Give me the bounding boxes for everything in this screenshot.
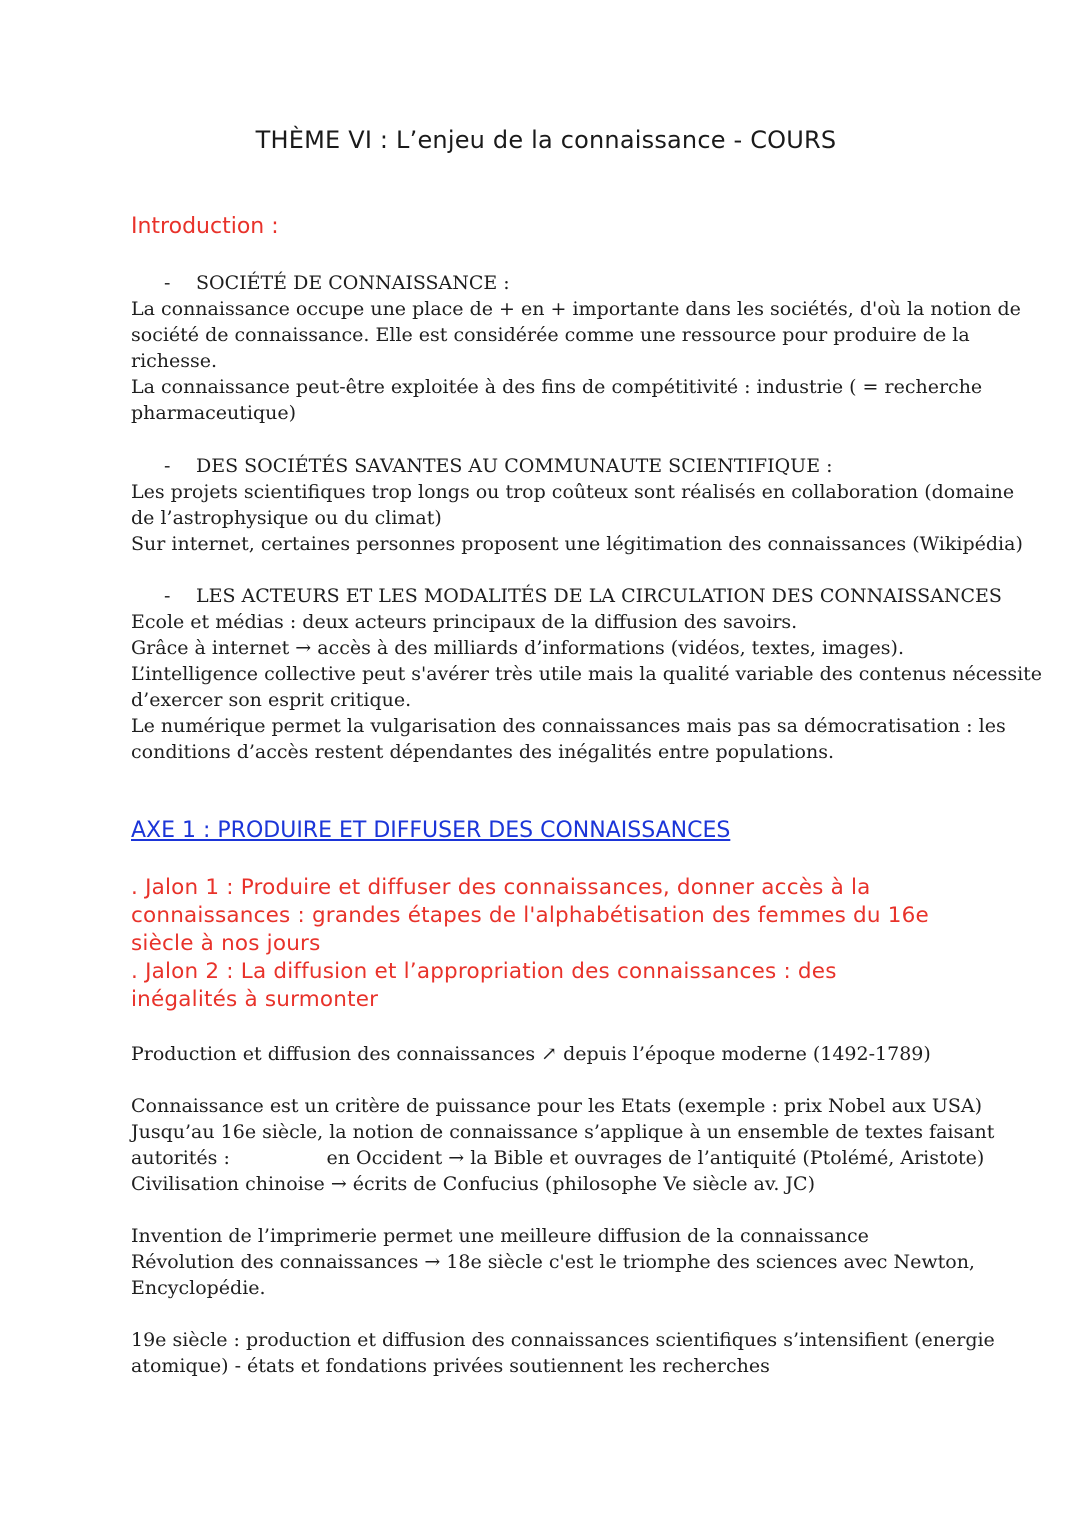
text-line: 19e siècle : production et diffusion des connaissances scientifiques s’intensifient (energie	[131, 1329, 995, 1351]
bullet-heading	[131, 453, 961, 479]
text-line: Connaissance est un critère de puissance pour les Etats (exemple : prix Nobel aux USA)	[131, 1095, 983, 1117]
text-line: pharmaceutique)	[131, 402, 297, 424]
jalon-line: connaissances : grandes étapes de l'alphabétisation des femmes du 16e	[131, 903, 929, 928]
text-line: conditions d’accès restent dépendantes des inégalités entre populations.	[131, 741, 835, 763]
text-line: L’intelligence collective peut s'avérer très utile mais la qualité variable des contenus nécessite	[131, 663, 1043, 685]
text-line: atomique) - états et fondations privées soutiennent les recherches	[131, 1355, 770, 1377]
text-line: de l’astrophysique ou du climat)	[131, 507, 442, 529]
page-title: THÈME VI : L’enjeu de la connaissance - COURS	[255, 126, 837, 154]
bullet-dash: -	[164, 272, 171, 294]
bullet-label: SOCIÉTÉ DE CONNAISSANCE :	[196, 272, 510, 294]
axe-1-heading: AXE 1 : PRODUIRE ET DIFFUSER DES CONNAISSANCES	[131, 818, 731, 843]
text-line: Ecole et médias : deux acteurs principaux de la diffusion des savoirs.	[131, 611, 798, 633]
bullet-heading	[131, 270, 961, 296]
paragraph-19e-siecle	[131, 1327, 995, 1379]
bullet-dash: -	[164, 455, 171, 477]
bullet-label: DES SOCIÉTÉS SAVANTES AU COMMUNAUTE SCIENTIFIQUE :	[196, 455, 833, 477]
section-societes-savantes	[131, 453, 1023, 557]
text-line: Invention de l’imprimerie permet une meilleure diffusion de la connaissance	[131, 1225, 869, 1247]
jalons-block	[131, 874, 961, 1014]
text-line: Civilisation chinoise → écrits de Confucius (philosophe Ve siècle av. JC)	[131, 1173, 815, 1195]
text-line: Grâce à internet → accès à des milliards d’informations (vidéos, textes, images).	[131, 637, 904, 659]
text-line: Révolution des connaissances → 18e siècle c'est le triomphe des sciences avec Newton,	[131, 1251, 975, 1273]
bullet-label: LES ACTEURS ET LES MODALITÉS DE LA CIRCULATION DES CONNAISSANCES	[196, 585, 1002, 607]
section-societe-connaissance	[131, 270, 1021, 426]
text-line: La connaissance peut-être exploitée à des fins de compétitivité : industrie ( = recherche	[131, 376, 983, 398]
bullet-heading	[131, 583, 1002, 609]
text-line: Sur internet, certaines personnes proposent une légitimation des connaissances (Wikipédia)	[131, 533, 1023, 555]
bullet-dash: -	[164, 585, 171, 607]
text-line: Le numérique permet la vulgarisation des connaissances mais pas sa démocratisation : les	[131, 715, 1006, 737]
jalon-line: inégalités à surmonter	[131, 987, 379, 1012]
text-line: Encyclopédie.	[131, 1277, 266, 1299]
paragraph-puissance	[131, 1093, 995, 1197]
text-line: autorités : en Occident → la Bible et ouvrages de l’antiquité (Ptolémé, Aristote)	[131, 1147, 985, 1169]
text-line: Jusqu’au 16e siècle, la notion de connaissance s’applique à un ensemble de textes faisant	[131, 1121, 995, 1143]
paragraph-production	[131, 1041, 961, 1067]
text-line: société de connaissance. Elle est considérée comme une ressource pour produire de la	[131, 324, 970, 346]
paragraph-imprimerie	[131, 1223, 975, 1301]
text-line: Production et diffusion des connaissances ↗ depuis l’époque moderne (1492-1789)	[131, 1043, 931, 1065]
text-line: La connaissance occupe une place de + en + importante dans les sociétés, d'où la notion de	[131, 298, 1021, 320]
jalon-line: siècle à nos jours	[131, 931, 321, 956]
jalon-line: . Jalon 2 : La diffusion et l’appropriation des connaissances : des	[131, 959, 837, 984]
text-line: d’exercer son esprit critique.	[131, 689, 412, 711]
section-acteurs-circulation	[131, 583, 1043, 765]
text-line: richesse.	[131, 350, 218, 372]
text-line: Les projets scientifiques trop longs ou trop coûteux sont réalisés en collaboration (domaine	[131, 481, 1015, 503]
jalon-line: . Jalon 1 : Produire et diffuser des connaissances, donner accès à la	[131, 875, 871, 900]
introduction-heading: Introduction :	[131, 214, 279, 239]
